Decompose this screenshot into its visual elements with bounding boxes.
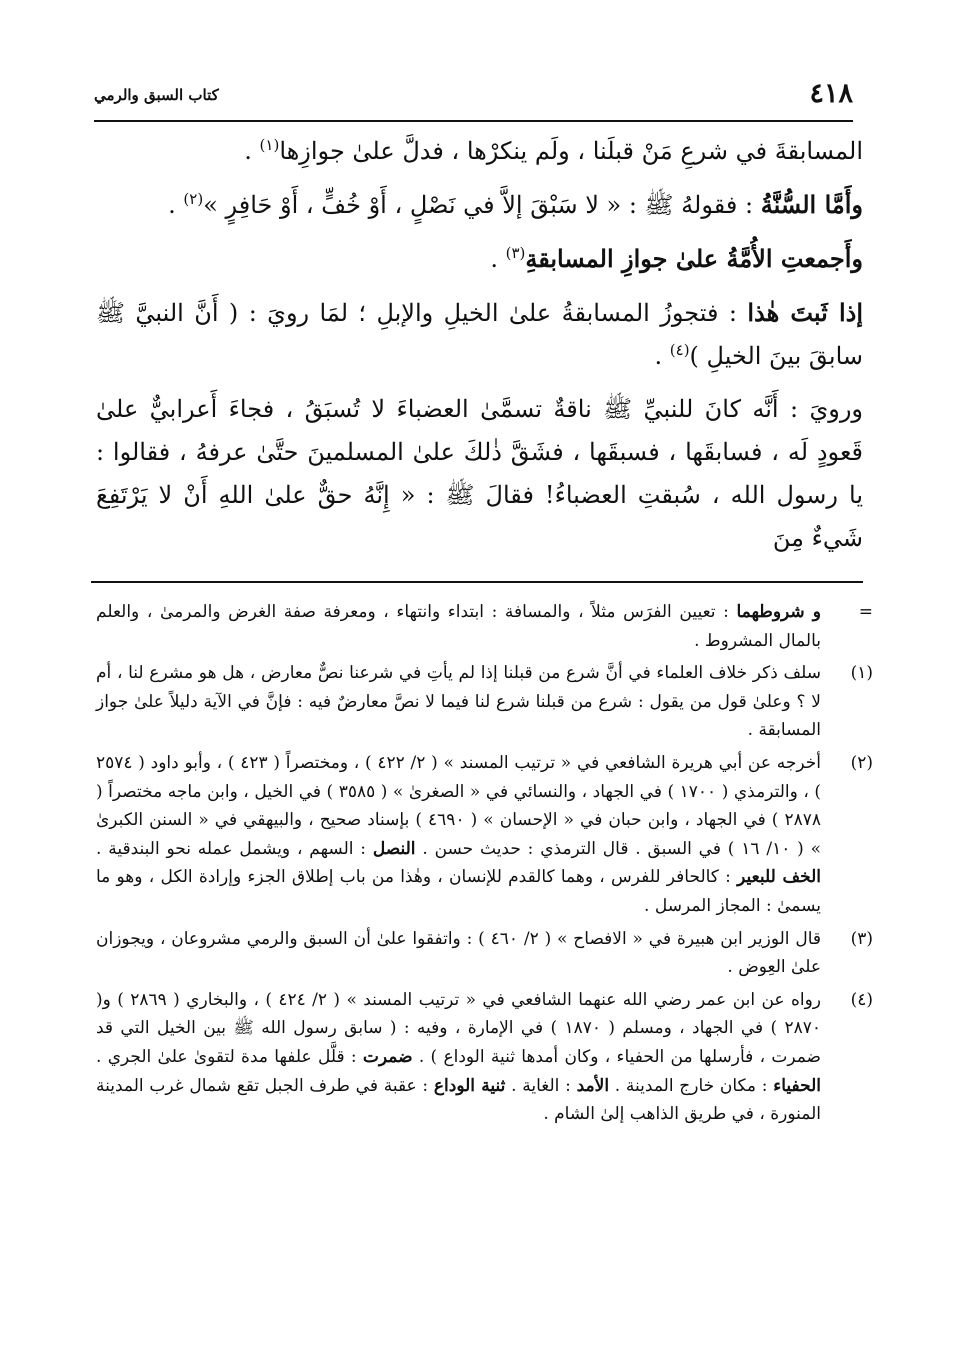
- paragraph-3: [96, 237, 863, 281]
- footnote-term: الحفياء: [773, 1075, 822, 1096]
- paragraph-1: [96, 130, 863, 173]
- footnote-text: : كالحافر للفرس ، وهما كالقدم للإنسان ، وهٰذا من باب إطلاق الجزء وإرادة الكل ، وهو ما يسمىٰ : المجاز المرسل .: [96, 867, 821, 916]
- header-rule: [94, 120, 853, 122]
- footnote-term: ضمرت: [362, 1046, 413, 1067]
- footnote-text: رواه عن ابن عمر رضي الله عنهما الشافعي في « ترتيب المسند » ( ٢/ ٤٢٤ ) ، والبخاري ( ٢٨٦٩ ) و( ٢٨٧٠ ) في الجهاد ، ومسلم ( ١٨٧٠ ) في الإمارة ، وفيه : ( سابق رسول الله ﷺ بين الخيل التي قد ضمرت ، فأرسلها من الحفياء ، وكان أمدها ثنية الوداع ) .: [96, 989, 821, 1067]
- page-number: ٤١٨: [809, 78, 853, 109]
- footnote-text: : السهم ، ويشمل عمله نحو البندقية .: [96, 838, 373, 859]
- paragraph-lead: إذا ثَبتَ هٰذا: [747, 298, 864, 327]
- footnote-text: قال الوزير ابن هبيرة في « الافصاح » ( ٢/ ٤٦٠ ) : واتفقوا علىٰ أن السبق والرمي مشروعان ، ويجوزان علىٰ العِوض .: [96, 928, 821, 978]
- footnote-3: [96, 925, 873, 982]
- paragraph-lead: وأَمَّا السُّنَّةُ: [760, 190, 863, 219]
- footnote-text: أخرجه عن أبي هريرة الشافعي في « ترتيب المسند » ( ٢/ ٤٢٢ ) ، ومختصراً ( ٤٢٣ ) ، وأبو داود ( ٢٥٧٤ ) ، والترمذي ( ١٧٠٠ ) في الجهاد ، والنسائي في « الصغرىٰ » ( ٣٥٨٥ ) في الخيل ، وابن ماجه مختصراً ( ٢٨٧٨ ) في الجهاد ، وابن حبان في « الإحسان » ( ٤٦٩٠ ) بإسناد صحيح ، والبيهقي في « السنن الكبرىٰ » ( ١٠/ ١٦ ) في السبق . قال الترمذي : حديث حسن .: [96, 752, 821, 859]
- footnote-text: : عقبة في طرف الجبل تقع شمال غرب المدينة المنورة ، في طريق الذاهب إلىٰ الشام .: [96, 1075, 821, 1125]
- paragraph-5: [96, 388, 863, 560]
- footnote-ref: (١): [259, 136, 280, 154]
- footnote-ref: (٢): [183, 190, 204, 208]
- main-text: [96, 130, 863, 570]
- running-head: كتاب السبق والرمي: [94, 86, 219, 104]
- footnote-ref: (٣): [505, 244, 526, 262]
- paragraph-text: المسابقةَ في شرعِ مَنْ قبلَنا ، ولَم ينكرْها ، فدلَّ علىٰ جوازِها: [279, 137, 863, 165]
- footnote-1: [96, 659, 873, 745]
- footnote-term: الأمد: [576, 1075, 610, 1096]
- page-header: [94, 78, 853, 114]
- footnote-4: [96, 986, 873, 1129]
- footnote-term: الخف للبعير: [737, 867, 822, 888]
- footnote-ref: (٤): [669, 341, 690, 359]
- footnote-term: و شروطهما: [736, 602, 821, 622]
- paragraph-end: .: [244, 137, 260, 165]
- paragraph-text: ورويَ : أَنَّه كانَ للنبيِّ ﷺ ناقةٌ تسمَّىٰ العضباءَ لا تُسبَقُ ، فجاءَ أَعرابيٌّ علىٰ قَعودٍ لَه ، فسابقَها ، فسبقَها ، فشَقَّ ذٰلكَ علىٰ المسلمينَ حتَّىٰ عرفهُ ، فقالوا : يا رسول الله ، سُبقتِ العضباءُ! فقالَ ﷺ : « إِنَّهُ حقٌّ علىٰ اللهِ أَنْ لا يَرْتَفِعَ شَيءٌ مِنَ: [96, 395, 863, 552]
- footnotes: [96, 598, 873, 1133]
- paragraph-end: .: [490, 245, 506, 273]
- paragraph-end: .: [168, 191, 184, 219]
- footnote-2: [96, 749, 873, 921]
- footnote-text: : الغاية .: [511, 1075, 577, 1096]
- paragraph-lead: وأَجمعتِ الأُمَّةُ علىٰ جوازِ المسابقةِ: [525, 244, 863, 273]
- footnote-marker: (٢): [850, 752, 873, 773]
- footnote-marker: (١): [850, 663, 873, 684]
- footnote-text: سلف ذكر خلاف العلماء في أنَّ شرع من قبلنا إذا لم يأتِ في شرعنا نصٌّ معارض ، هل هو مشرع لنا ، أم لا ؟ وعلىٰ قول من يقول : شرع من قبلنا شرع لنا فيما لا نصَّ معارضٌ فيه : فإنَّ في الآية دليلاً علىٰ جواز المسابقة .: [96, 663, 821, 741]
- footnote-term: النصل: [372, 838, 416, 859]
- footnote-separator: [91, 581, 863, 583]
- paragraph-end: .: [654, 342, 670, 370]
- paragraph-2: [96, 183, 863, 227]
- footnote-marker: (٤): [850, 989, 873, 1010]
- footnote-term: ثنية الوداع: [433, 1075, 506, 1096]
- footnote-text: : قلَّل علفها مدة لتقوىٰ علىٰ الجري .: [96, 1046, 363, 1067]
- paragraph-4: [96, 291, 863, 378]
- footnote-text: : تعيين الفرَس مثلاً ، والمسافة : ابتداء وانتهاء ، ومعرفة صفة الغرض والمرمىٰ ، والعلم بالمال المشروط .: [96, 602, 821, 651]
- footnote-continuation: [96, 598, 873, 655]
- paragraph-text: : فقولهُ ﷺ : « لا سَبْقَ إلاَّ في نَصْلٍ ، أَوْ خُفٍّ ، أَوْ حَافِرٍ »: [203, 191, 761, 219]
- paragraph-text: : فتجوزُ المسابقةُ علىٰ الخيلِ والإبلِ ؛ لمَا رويَ : ( أَنَّ النبيَّ ﷺ سابقَ بينَ الخيلِ ): [96, 299, 863, 370]
- footnote-marker: =: [858, 602, 873, 622]
- footnote-marker: (٣): [850, 928, 873, 949]
- footnote-text: : مكان خارج المدينة .: [614, 1075, 774, 1096]
